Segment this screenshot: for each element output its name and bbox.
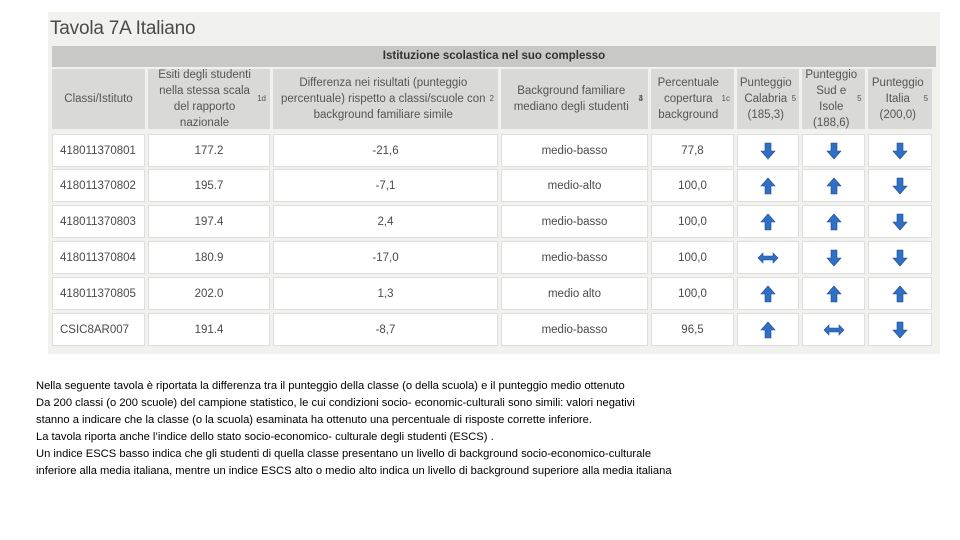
caption [36,378,916,480]
column-header: Classi/Istituto [52,69,145,129]
table-cell: 418011370803 [52,205,145,238]
table-cell: -7,1 [273,169,498,202]
table-cell: 1,3 [273,277,498,310]
table-cell: -17,0 [273,241,498,274]
caption-line: Da 200 classi (o 200 scuole) del campione statistico, le cui condizioni socio- economic-culturali sono simili: valori negativi [36,397,635,409]
table-cell: CSIC8AR007 [52,313,145,346]
trend-up-arrow-icon [737,313,799,346]
trend-equal-arrow-icon [737,241,799,274]
trend-up-arrow-icon [737,169,799,202]
table-cell: 197.4 [148,205,270,238]
table-cell: medio-basso [501,313,648,346]
table-cell: medio-basso [501,134,648,167]
table-cell: 96,5 [651,313,734,346]
trend-down-arrow-icon [868,205,932,238]
table-cell: medio-basso [501,241,648,274]
table-cell: medio-basso [501,205,648,238]
caption-line: stanno a indicare che la classe (o la scuola) esaminata ha ottenuto una percentuale di risposte corrette inferiore. [36,414,592,426]
table-cell: 418011370801 [52,134,145,167]
table-image [48,12,940,354]
trend-down-arrow-icon [868,169,932,202]
table-cell: 77,8 [651,134,734,167]
trend-down-arrow-icon [802,241,865,274]
trend-equal-arrow-icon [802,313,865,346]
trend-up-arrow-icon [737,277,799,310]
trend-up-arrow-icon [802,205,865,238]
trend-down-arrow-icon [868,241,932,274]
column-header: Differenza nei risultati (punteggio percentuale) rispetto a classi/scuole con background familiare simile 2 [273,69,498,129]
table-cell: 180.9 [148,241,270,274]
table-cell: medio-alto [501,169,648,202]
table-cell: -21,6 [273,134,498,167]
column-header: Punteggio Italia (200,0) 5 [868,69,932,129]
table-cell: 418011370805 [52,277,145,310]
table-cell: 191.4 [148,313,270,346]
table-cell: 418011370804 [52,241,145,274]
table-cell: 100,0 [651,241,734,274]
trend-up-arrow-icon [868,277,932,310]
caption-line: Un indice ESCS basso indica che gli studenti di quella classe presentano un livello di background socio-economico-culturale [36,448,652,460]
column-header: Percentuale copertura background 1c [651,69,734,129]
trend-down-arrow-icon [868,313,932,346]
table-cell: 100,0 [651,277,734,310]
trend-down-arrow-icon [737,134,799,167]
trend-up-arrow-icon [737,205,799,238]
table-cell: 100,0 [651,205,734,238]
column-header: Esiti degli studenti nella stessa scala del rapporto nazionale 1d [148,69,270,129]
section-header: Istituzione scolastica nel suo complesso [52,46,936,67]
table-cell: medio alto [501,277,648,310]
caption-line: Nella seguente tavola è riportata la differenza tra il punteggio della classe (o della scuola) e il punteggio medio ottenuto [36,380,625,392]
caption-line: La tavola riporta anche l’indice dello stato socio-economico- culturale degli studenti (ESCS) . [36,431,494,443]
table-cell: 195.7 [148,169,270,202]
trend-down-arrow-icon [802,134,865,167]
table-cell: 418011370802 [52,169,145,202]
column-header: Punteggio Sud e Isole (188,6) 5 [802,69,865,129]
caption-line: inferiore alla media italiana, mentre un indice ESCS alto o medio alto indica un livello di background superiore alla media italiana [36,465,672,477]
table-cell: 177.2 [148,134,270,167]
trend-up-arrow-icon [802,277,865,310]
column-header: Background familiare mediano degli studenti 3 4 [501,69,648,129]
column-header: Punteggio Calabria (185,3) 5 [737,69,799,129]
table-title: Tavola 7A Italiano [50,18,196,39]
trend-up-arrow-icon [802,169,865,202]
table-cell: -8,7 [273,313,498,346]
table-cell: 202.0 [148,277,270,310]
table-cell: 2,4 [273,205,498,238]
table-cell: 100,0 [651,169,734,202]
trend-down-arrow-icon [868,134,932,167]
